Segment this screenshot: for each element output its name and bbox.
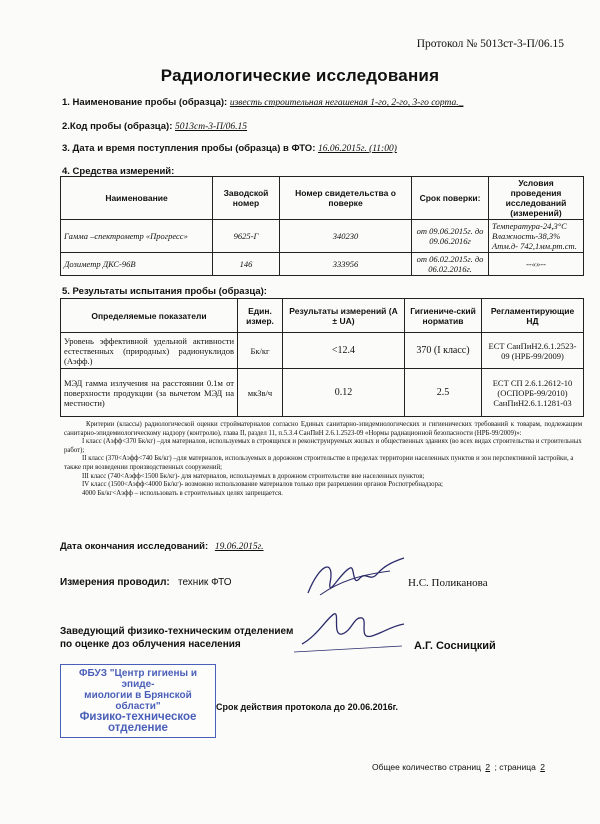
- col-conditions: Условия проведения исследований (измерений): [489, 177, 584, 220]
- table-row: [61, 253, 584, 276]
- sample-name-label: 1. Наименование пробы (образца):: [62, 97, 228, 108]
- instrument-valid: от 09.06.2015г. до 09.06.2016г: [412, 220, 489, 253]
- sample-name-field: [62, 97, 463, 108]
- page-total: 2: [485, 762, 491, 772]
- page-count: [372, 762, 545, 772]
- table-row: [61, 220, 584, 253]
- stamp-line-1: ФБУЗ "Центр гигиены и эпиде-: [79, 668, 197, 690]
- end-date-field: [60, 541, 264, 552]
- col-norm: Гигиениче-ский норматив: [405, 299, 482, 333]
- nd-value: ЕСТ СП 2.6.1.2612-10 (ОСПОРБ-99/2010) СанПиН2.6.1.1281-03: [482, 369, 584, 417]
- sample-code-label: 2.Код пробы (образца):: [62, 121, 173, 132]
- criteria-class-1: I класс (Аэфф<370 Бк/кг) –для материалов, используемых в строящихся и реконструируемых жилых и общественных зданиях (во всех видах строительства и строительных работ);: [64, 438, 582, 454]
- head-signature: [292, 606, 412, 656]
- table-row: [61, 333, 584, 369]
- criteria-class-3: III класс (740<Аэфф<1500 Бк/кг)- для материалов, используемых в дорожном строительстве вне населенных пунктов;: [82, 472, 425, 480]
- criteria-class-5: 4000 Бк/кг<Аэфф – использовать в строительных целях запрещается.: [82, 489, 283, 497]
- instrument-serial: 9625-Г: [213, 220, 280, 253]
- arrival-date-field: [62, 143, 397, 154]
- result-value: 0.12: [283, 369, 405, 417]
- table-row: [61, 369, 584, 417]
- indicator-text: Уровень эффективной удельной активности естественных (природных) радионуклидов (Аэфф.): [61, 333, 238, 369]
- page-title: Радиологические исследования: [160, 66, 440, 85]
- sample-name-value: известь строительная негашеная 1-го, 2-го, 3-го сорта._: [229, 98, 464, 108]
- criteria-intro: Критерии (классы) радиологической оценки стройматериалов согласно Единых санитарно-эпидемиологических и гигиенических требований к товарам, подлежащим санитарно-эпидемиологическому надзору (контролю), глава II, раздел 11, п.5.3.4 СанПиН 2.6.1.2523-09 «Нормы радиационной безопасности (НРБ-99/2009)»:: [64, 421, 582, 437]
- instruments-table: [60, 176, 584, 276]
- col-result: Результаты измерений (A ± UA): [283, 299, 405, 333]
- sample-code-field: [62, 121, 247, 132]
- instrument-serial: 146: [213, 253, 280, 276]
- results-header-row: [61, 299, 584, 333]
- instrument-cert: 340230: [280, 220, 412, 253]
- instrument-conditions: Температура-24,3°С Влажность-38,3% Атм.д- 742,1мм.рт.ст.: [489, 220, 584, 253]
- col-valid: Срок поверки:: [412, 177, 489, 220]
- instrument-cert: 333956: [280, 253, 412, 276]
- results-table: [60, 298, 584, 417]
- col-indicator: Определяемые показатели: [61, 299, 238, 333]
- arrival-date-value: 16.06.2015г. (11:00): [318, 144, 397, 154]
- unit-value: Бк/кг: [238, 333, 283, 369]
- measured-by-label: Измерения проводил:: [60, 577, 170, 588]
- instruments-heading: 4. Средства измерений:: [62, 166, 175, 177]
- instruments-header-row: [61, 177, 584, 220]
- technician-signature: [300, 553, 410, 608]
- protocol-validity: Срок действия протокола до 20.06.2016г.: [216, 702, 398, 712]
- measured-by-name: Н.С. Поликанова: [408, 577, 488, 589]
- col-name: Наименование: [61, 177, 213, 220]
- measured-by-role: техник ФТО: [178, 577, 232, 588]
- unit-value: мкЗв/ч: [238, 369, 283, 417]
- criteria-class-2: II класс (370<Аэфф<740 Бк/кг) –для материалов, используемых в дорожном строительстве в пределах территории населенных пунктов и зон перспективной застройки, а также при возведении производственных сооружений;: [64, 455, 574, 471]
- col-nd: Регламентирующие НД: [482, 299, 584, 333]
- end-date-label: Дата окончания исследований:: [60, 541, 209, 552]
- head-title-line-2: по оценке доз облучения населения: [60, 639, 241, 650]
- instrument-name: Гамма –спектрометр «Прогресс»: [61, 220, 213, 253]
- page-count-label: Общее количество страниц: [372, 762, 481, 772]
- norm-value: 370 (I класс): [405, 333, 482, 369]
- arrival-date-label: 3. Дата и время поступления пробы (образца) в ФТО:: [62, 143, 316, 154]
- page-number: 2: [540, 762, 545, 772]
- end-date-value: 19.06.2015г.: [214, 542, 264, 552]
- page-number-label: ; страница: [494, 762, 536, 772]
- results-heading: 5. Результаты испытания пробы (образца):: [62, 286, 267, 297]
- criteria-block: [64, 421, 582, 498]
- result-value: <12.4: [283, 333, 405, 369]
- stamp-line-4: отделение: [108, 722, 168, 734]
- head-title-line-1: Заведующий физико-техническим отделением: [60, 626, 294, 637]
- head-title: [60, 625, 293, 651]
- stamp-line-3: Физико-техническое: [79, 711, 197, 723]
- department-stamp: [60, 664, 216, 738]
- col-serial: Заводской номер: [213, 177, 280, 220]
- col-cert: Номер свидетельства о поверке: [280, 177, 412, 220]
- instrument-name: Дозиметр ДКС-96В: [61, 253, 213, 276]
- norm-value: 2.5: [405, 369, 482, 417]
- head-name: А.Г. Сосницкий: [414, 640, 496, 652]
- stamp-line-2: миологии в Брянской области": [84, 690, 192, 712]
- criteria-class-4: IV класс (1500<Аэфф<4000 Бк/кг)- возможно использование материалов только при разрешении органов Роспотребнадзора;: [82, 481, 443, 489]
- nd-value: ЕСТ СанПиН2.6.1.2523-09 (НРБ-99/2009): [482, 333, 584, 369]
- instrument-valid: от 06.02.2015г. до 06.02.2016г.: [412, 253, 489, 276]
- instrument-conditions: --«»--: [489, 253, 584, 276]
- protocol-number: Протокол № 5013ст-3-П/06.15: [416, 38, 564, 50]
- sample-code-value: 5013ст-3-П/06.15: [175, 122, 248, 132]
- indicator-text: МЭД гамма излучения на расстоянии 0.1м от поверхности продукции (за вычетом МЭД на местности): [61, 369, 238, 417]
- col-unit: Един. измер.: [238, 299, 283, 333]
